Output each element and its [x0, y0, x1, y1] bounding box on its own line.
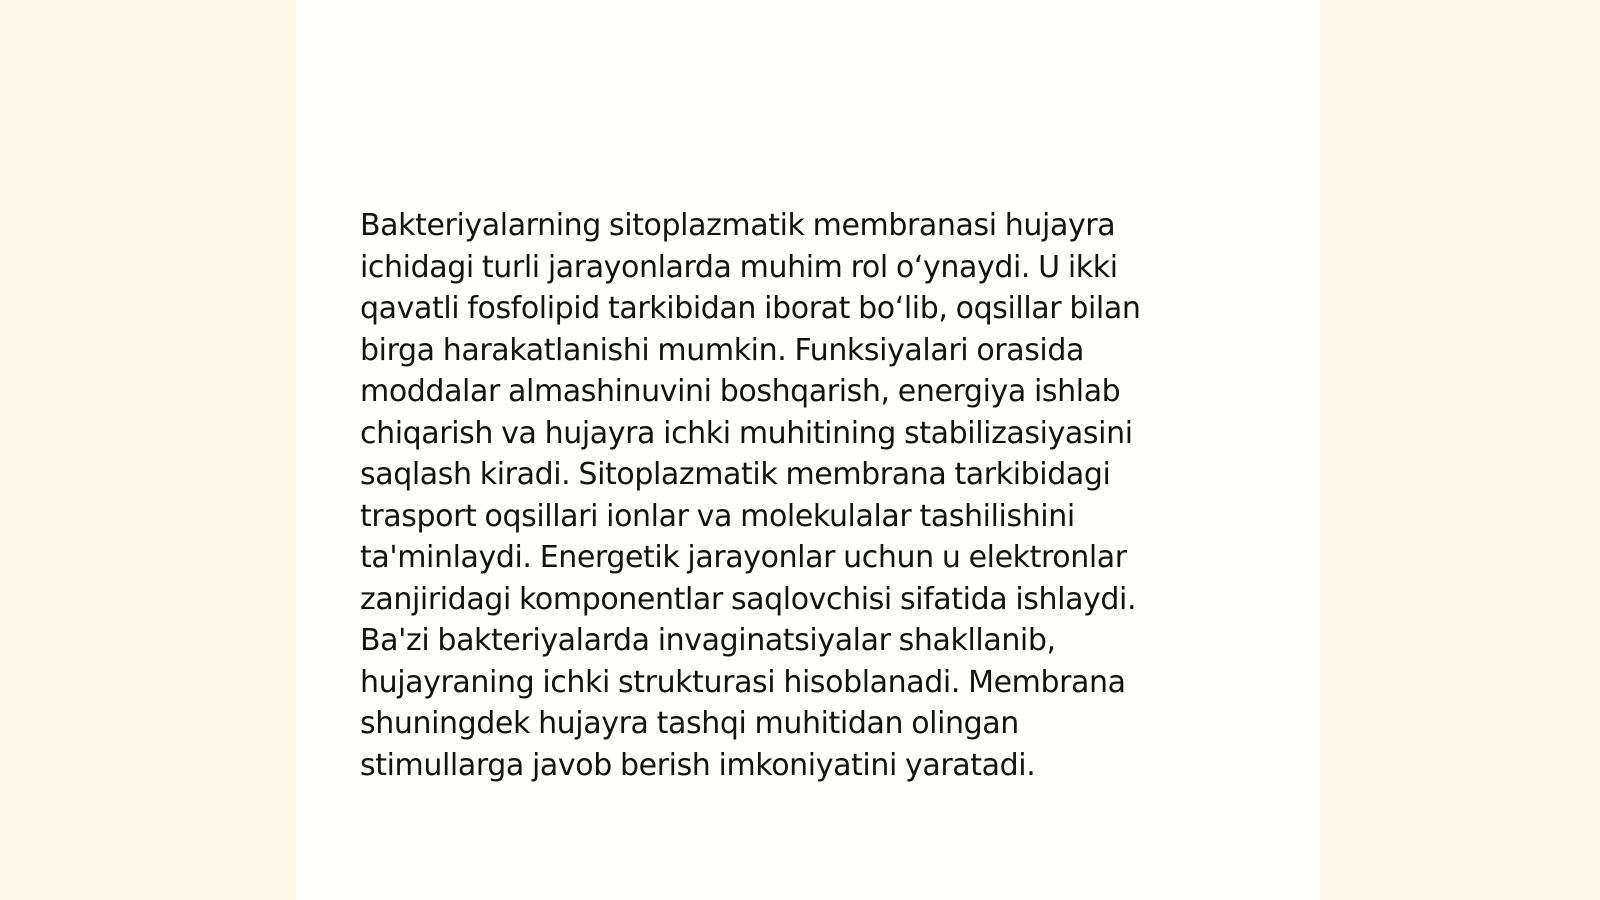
text-line-9: ta'minlaydi. Energetik jarayonlar uchun u elektronlar — [360, 540, 1127, 575]
text-line-14: stimullarga javob berish imkoniyatini yaratadi. — [360, 747, 1036, 783]
text-line-10: zanjiridagi komponentlar saqlovchisi sifatida ishlaydi. — [360, 581, 1137, 617]
text-line-7: saqlash kiradi. Sitoplazmatik membrana tarkibidagi — [360, 457, 1111, 492]
text-line-8: trasport oqsillari ionlar va molekulalar tashilishini — [360, 498, 1075, 534]
page-sheet — [296, 0, 1320, 900]
text-line-6: chiqarish va hujayra ichki muhitining stabilizasiyasini — [360, 415, 1133, 451]
text-line-3: qavatli fosfolipid tarkibidan iborat bo‘lib, oqsillar bilan — [360, 291, 1141, 326]
text-line-13: shuningdek hujayra tashqi muhitidan olingan — [360, 706, 1019, 741]
text-line-5: moddalar almashinuvini boshqarish, energiya ishlab — [360, 374, 1121, 409]
text-line-2: ichidagi turli jarayonlarda muhim rol o‘ynaydi. U ikki — [360, 249, 1118, 285]
body-paragraph — [360, 205, 1260, 786]
text-line-11: Ba'zi bakteriyalarda invaginatsiyalar shakllanib, — [360, 623, 1056, 658]
text-line-1: Bakteriyalarning sitoplazmatik membranasi hujayra — [360, 208, 1116, 243]
text-line-4: birga harakatlanishi mumkin. Funksiyalari orasida — [360, 332, 1084, 368]
text-line-12: hujayraning ichki strukturasi hisoblanadi. Membrana — [360, 664, 1126, 700]
